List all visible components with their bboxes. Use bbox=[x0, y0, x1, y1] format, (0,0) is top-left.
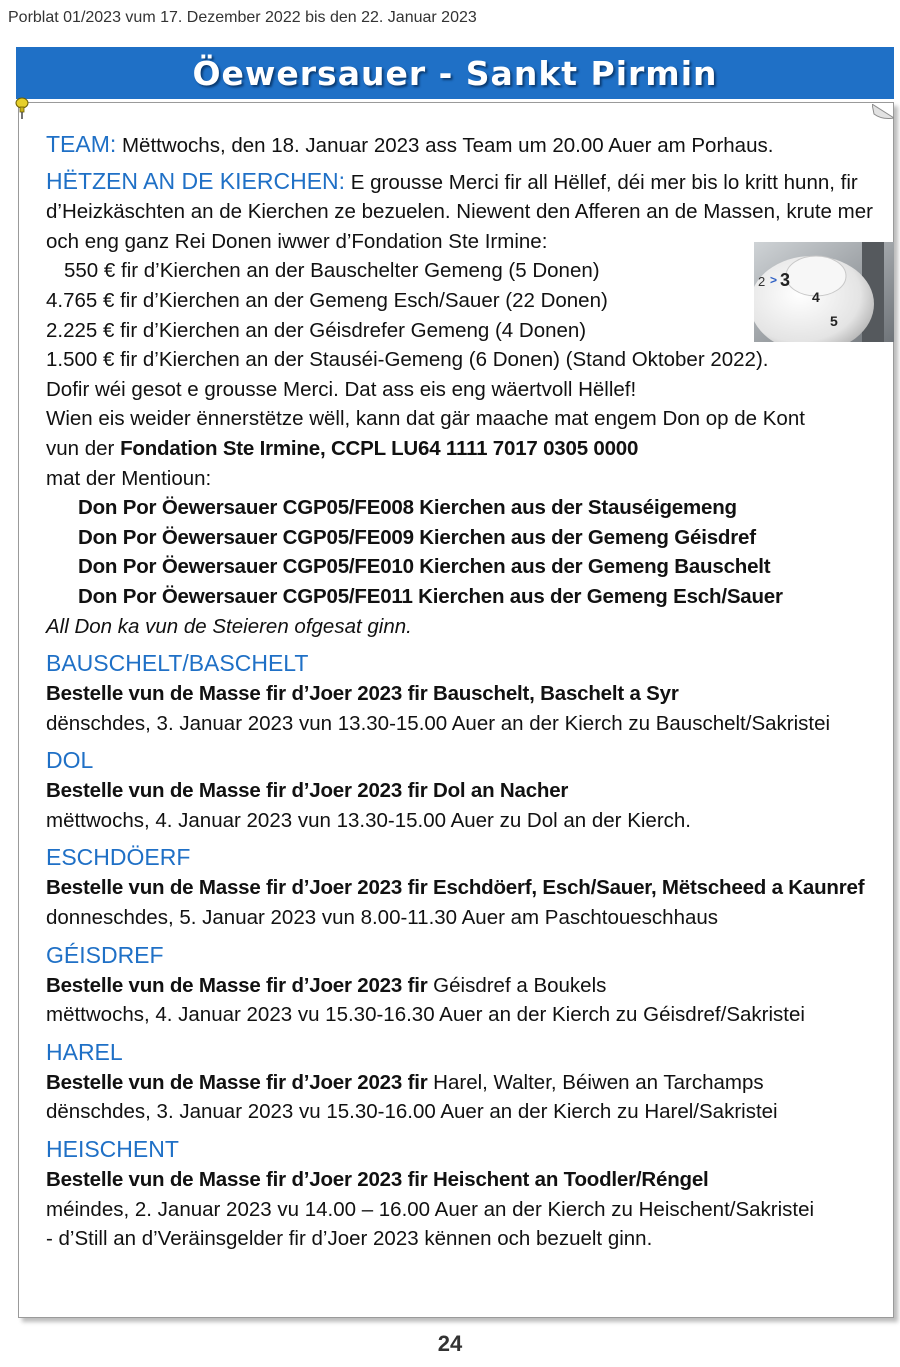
page-curl-icon bbox=[872, 104, 894, 120]
section-heading: GÉISDREF bbox=[46, 941, 164, 968]
mention-label: mat der Mentioun: bbox=[46, 466, 212, 490]
order-line bbox=[46, 776, 876, 806]
order-title: Bestelle vun de Masse fir d’Joer 2023 fir Bauschelt, Baschelt a Syr bbox=[46, 682, 679, 706]
section-heading: HEISCHENT bbox=[46, 1136, 179, 1163]
account-line bbox=[46, 434, 876, 464]
amount-line: 550 € fir d’Kierchen an der Bauschelter Gemeng (5 Donen) bbox=[64, 259, 600, 283]
order-date: mëttwochs, 4. Januar 2023 vu 15.30-16.30 Auer an der Kierch zu Géisdref/Sakristei bbox=[46, 1003, 805, 1027]
order-line bbox=[46, 679, 876, 709]
order-date: donneschdes, 5. Januar 2023 vun 8.00-11.30 Auer am Paschtoueschhaus bbox=[46, 906, 719, 930]
order-title: Bestelle vun de Masse fir d’Joer 2023 fir Eschdöerf, Esch/Sauer, Mëtscheed a Kaunref bbox=[46, 876, 865, 900]
support-line: Wien eis weider ënnerstëtze wëll, kann dat gär maache mat engem Don op de Kont bbox=[46, 407, 805, 431]
don-reference: Don Por Öewersauer CGP05/FE009 Kierchen aus der Gemeng Géisdref bbox=[78, 525, 756, 549]
don-reference: Don Por Öewersauer CGP05/FE010 Kierchen aus der Gemeng Bauschelt bbox=[78, 555, 771, 579]
order-date: méindes, 2. Januar 2023 vu 14.00 – 16.00 Auer an der Kierch zu Heischent/Sakristei bbox=[46, 1197, 815, 1221]
dial-label: 3 bbox=[780, 270, 791, 290]
order-date: dënschdes, 3. Januar 2023 vun 13.30-15.00 Auer an der Kierch zu Bauschelt/Sakristei bbox=[46, 711, 831, 735]
team-text: Mëttwochs, den 18. Januar 2023 ass Team um 20.00 Auer am Porhaus. bbox=[116, 134, 774, 157]
section-heading: DOL bbox=[46, 747, 94, 774]
banner-title: Öewersauer - Sankt Pirmin bbox=[192, 53, 718, 93]
order-line bbox=[46, 873, 876, 903]
order-places: Harel, Walter, Béiwen an Tarchamps bbox=[427, 1070, 764, 1094]
heating-heading-sep: : bbox=[338, 167, 346, 194]
page-number: 24 bbox=[437, 1331, 463, 1356]
account-prefix: vun der bbox=[46, 436, 121, 460]
thermostat-valve-photo bbox=[754, 242, 894, 342]
order-line bbox=[46, 1068, 876, 1098]
order-places: Géisdref a Boukels bbox=[427, 973, 607, 997]
pushpin-icon bbox=[12, 96, 32, 120]
heating-heading: HËTZEN AN DE KIERCHEN bbox=[46, 167, 339, 194]
order-date: dënschdes, 3. Januar 2023 vu 15.30-16.00 Auer an der Kierch zu Harel/Sakristei bbox=[46, 1100, 778, 1124]
team-paragraph bbox=[46, 130, 876, 161]
issue-header: Porblat 01/2023 vum 17. Dezember 2022 bis den 22. Januar 2023 bbox=[8, 9, 477, 26]
dial-label: 5 bbox=[830, 313, 838, 329]
dial-label: 2 bbox=[758, 274, 766, 289]
order-line bbox=[46, 971, 876, 1001]
section-heading: HAREL bbox=[46, 1038, 123, 1065]
order-date: mëttwochs, 4. Januar 2023 vun 13.30-15.00 Auer zu Dol an der Kierch. bbox=[46, 808, 691, 832]
team-heading-sep: : bbox=[109, 131, 117, 157]
amount-line: 4.765 € fir d’Kierchen an der Gemeng Esch/Sauer (22 Donen) bbox=[46, 288, 608, 312]
order-title: Bestelle vun de Masse fir d’Joer 2023 fir Heischent an Toodler/Réngel bbox=[46, 1168, 709, 1192]
team-heading: TEAM bbox=[46, 131, 110, 157]
thanks-line: Dofir wéi gesot e grousse Merci. Dat ass eis eng wäertvoll Hëllef! bbox=[46, 377, 637, 401]
tax-note: All Don ka vun de Steieren ofgesat ginn. bbox=[46, 614, 412, 638]
section-heading: ESCHDÖERF bbox=[46, 844, 191, 871]
article-body bbox=[46, 130, 876, 1254]
order-line bbox=[46, 1165, 876, 1195]
heating-intro-text: E grousse Merci fir all Hëllef, déi mer bis lo kritt hunn, fir d’Heizkäschten an de Kierchen ze bezuelen. Niewent den Afferen an de Massen, krute mer och eng ganz Rei Donen iwwer d’Fondation Ste Irmine: bbox=[46, 170, 873, 253]
dial-marker: > bbox=[770, 273, 778, 287]
account-number: Fondation Ste Irmine, CCPL LU64 1111 7017 0305 0000 bbox=[120, 436, 639, 460]
section-banner bbox=[16, 47, 894, 99]
don-reference: Don Por Öewersauer CGP05/FE011 Kierchen aus der Gemeng Esch/Sauer bbox=[78, 584, 783, 608]
dial-label: 4 bbox=[812, 289, 820, 305]
section-heading: BAUSCHELT/BASCHELT bbox=[46, 650, 309, 677]
heating-intro bbox=[46, 167, 876, 257]
amount-line: 2.225 € fir d’Kierchen an der Géisdrefer Gemeng (4 Donen) bbox=[46, 318, 587, 342]
order-extra: - d’Still an d’Veräinsgelder fir d’Joer 2023 kënnen och bezuelt ginn. bbox=[46, 1227, 653, 1251]
don-reference: Don Por Öewersauer CGP05/FE008 Kierchen aus der Stauséigemeng bbox=[78, 496, 737, 520]
amount-line: 1.500 € fir d’Kierchen an der Stauséi-Gemeng (6 Donen) (Stand Oktober 2022). bbox=[46, 348, 769, 372]
order-title: Bestelle vun de Masse fir d’Joer 2023 fir bbox=[46, 1070, 428, 1094]
order-title: Bestelle vun de Masse fir d’Joer 2023 fir bbox=[46, 973, 428, 997]
order-title: Bestelle vun de Masse fir d’Joer 2023 fir Dol an Nacher bbox=[46, 779, 569, 803]
